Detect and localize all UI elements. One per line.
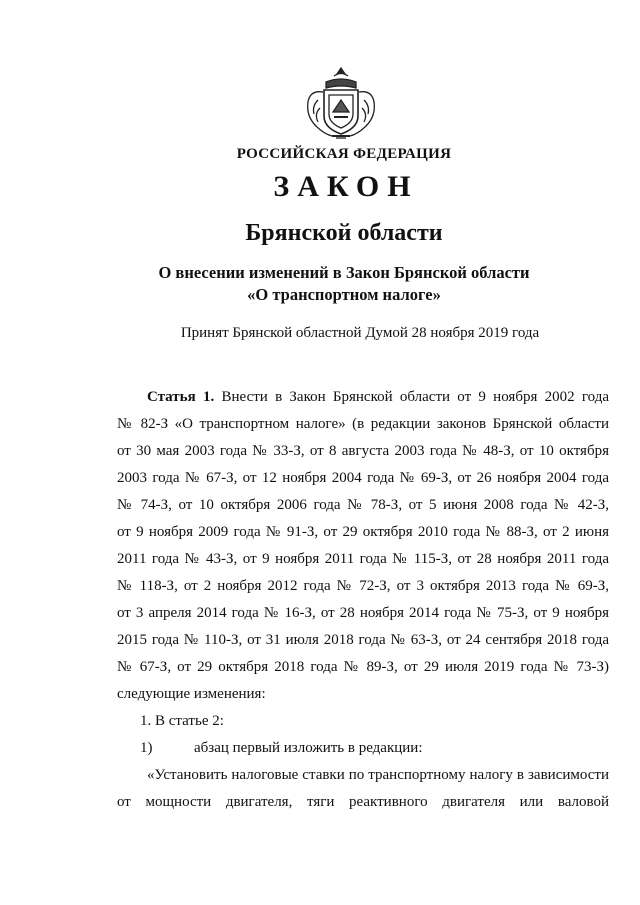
law-subject-line-2: «О транспортном налоге» — [247, 285, 441, 304]
quote-line: «Установить налоговые ставки по транспортному налогу в зависимости — [147, 767, 609, 783]
article-1-line: следующие изменения: — [117, 686, 266, 702]
country-title: РОССИЙСКАЯ ФЕДЕРАЦИЯ — [236, 146, 452, 162]
region-title: Брянской области — [245, 220, 443, 246]
law-subject-line-1: О внесении изменений в Закон Брянской области — [158, 263, 530, 282]
subitem-1-text: абзац первый изложить в редакции: — [194, 740, 423, 756]
subitem-1-number: 1) — [140, 740, 153, 756]
coat-of-arms-emblem — [296, 62, 386, 140]
article-1-line: от 3 апреля 2014 года № 16-З, от 28 ноября 2014 года № 75-З, от 9 ноября — [117, 605, 609, 621]
article-1-line: от 9 ноября 2009 года № 91-З, от 29 октября 2010 года № 88-З, от 2 июня — [117, 524, 609, 540]
quote-line: от мощности двигателя, тяги реактивного двигателя или валовой — [117, 794, 609, 810]
article-1-line: № 67-З, от 29 октября 2018 года № 89-З, от 29 июля 2019 года № 73-З) — [117, 659, 609, 675]
article-1-line: Статья 1. Внести в Закон Брянской области от 9 ноября 2002 года — [147, 389, 610, 405]
subitem-1 — [117, 735, 609, 762]
article-1-line: от 30 мая 2003 года № 33-З, от 8 августа 2003 года № 48-З, от 10 октября — [117, 443, 609, 459]
law-subject — [0, 262, 640, 306]
article-1-line: № 74-З, от 10 октября 2006 года № 78-З, от 5 июня 2008 года № 42-З, — [117, 497, 609, 513]
article-1-line: 2011 года № 43-З, от 9 ноября 2011 года № 115-З, от 28 ноября 2011 года — [117, 551, 609, 567]
article-1-line: 2015 года № 110-З, от 31 июля 2018 года № 63-З, от 24 сентября 2018 года — [117, 632, 609, 648]
article-1-label: Статья 1. — [147, 389, 215, 405]
item-1: 1. В статье 2: — [140, 713, 224, 729]
adoption-date: Принят Брянской областной Думой 28 ноября 2019 года — [180, 325, 540, 341]
document-type-title: ЗАКОН — [273, 170, 419, 203]
article-1-line: № 82-З «О транспортном налоге» (в редакции законов Брянской области — [117, 416, 609, 432]
article-1-line: 2003 года № 67-З, от 12 ноября 2004 года № 69-З, от 26 ноября 2004 года — [117, 470, 609, 486]
article-1 — [117, 384, 609, 816]
article-1-line: № 118-З, от 2 ноября 2012 года № 72-З, от 3 октября 2013 года № 69-З, — [117, 578, 609, 594]
